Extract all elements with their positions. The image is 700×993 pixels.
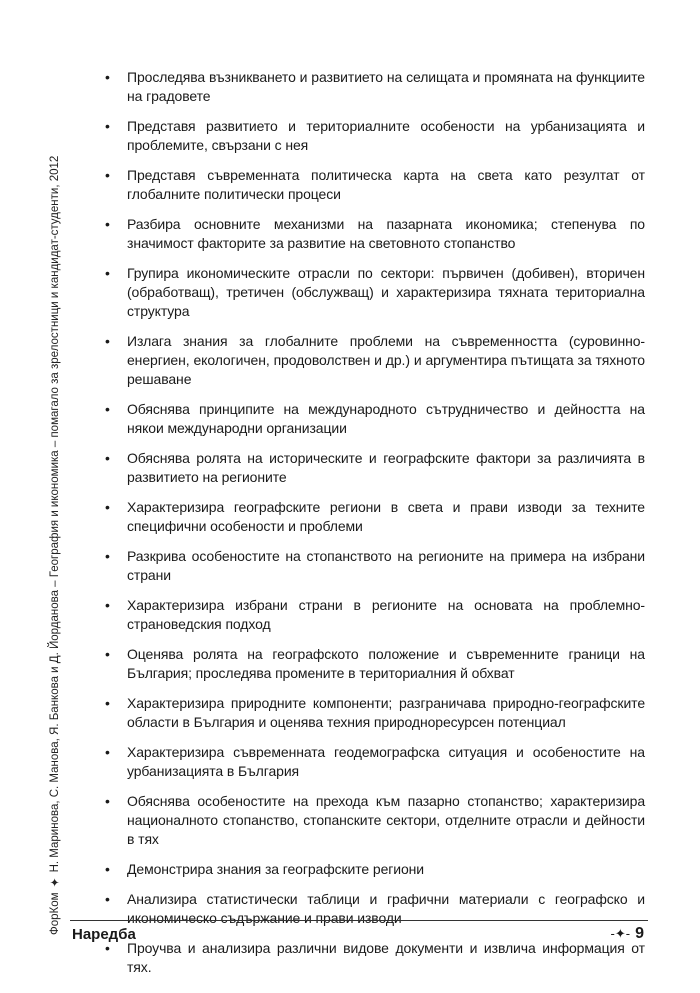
list-item [103, 792, 645, 849]
star-ornament-icon: ✦ [48, 877, 62, 888]
bullet-icon: • [105, 548, 110, 564]
footer-section-title: Наредба [72, 926, 136, 943]
list-item [103, 860, 645, 879]
bullet-icon: • [105, 333, 110, 349]
bullet-icon: • [105, 861, 110, 877]
list-item [103, 890, 645, 928]
list-item-text: Групира икономическите отрасли по сектори: първичен (добивен), вторичен (обработващ), третичен (обслужващ) и характеризира тяхната териториална структура [127, 265, 645, 319]
list-item-text: Обяснява особеностите на прехода към пазарно стопанство; характеризира националното стопанство, стопанските сектори, отделните отрасли и дейности в тях [127, 793, 645, 847]
bullet-icon: • [105, 401, 110, 417]
bullet-icon: • [105, 499, 110, 515]
list-item-text: Разкрива особеностите на стопанството на регионите на примера на избрани страни [127, 548, 645, 583]
bullet-icon: • [105, 265, 110, 281]
list-item-text: Демонстрира знания за географските региони [127, 861, 425, 877]
list-item [103, 166, 645, 204]
list-item-text: Обяснява ролята на историческите и географските фактори за различията в развитието на регионите [127, 450, 645, 485]
page-number: 9 [635, 925, 644, 942]
bullet-icon: • [105, 695, 110, 711]
list-item [103, 743, 645, 781]
list-item-text: Характеризира географските региони в света и прави изводи за техните специфични особености и проблеми [127, 499, 645, 534]
list-item-text: Обяснява принципите на международното сътрудничество и дейността на някои международни организации [127, 401, 645, 436]
bullet-icon: • [105, 597, 110, 613]
list-item [103, 596, 645, 634]
list-item-text: Оценява ролята на географското положение и съвременните граници на България; проследява промените в териториалния й обхват [127, 646, 645, 681]
list-item-text: Представя развитието и териториалните особености на урбанизацията и проблемите, свързани с нея [127, 118, 645, 153]
list-item-text: Анализира статистически таблици и графични материали с географско и икономическо съдържание и прави изводи [127, 891, 645, 926]
list-item [103, 264, 645, 321]
list-item [103, 400, 645, 438]
list-item [103, 117, 645, 155]
footer-divider [70, 920, 648, 921]
list-item [103, 939, 645, 977]
bullet-icon: • [105, 940, 110, 956]
objectives-list [103, 68, 645, 988]
list-item-text: Характеризира избрани страни в регионите на основата на проблемно-страноведския подход [127, 597, 645, 632]
list-item [103, 68, 645, 106]
list-item [103, 547, 645, 585]
list-item-text: Проучва и анализира различни видове документи и извлича информация от тях. [127, 940, 645, 975]
bullet-icon: • [105, 69, 110, 85]
list-item-text: Характеризира природните компоненти; разграничава природно-географските области в България и оценява техния природноресурсен потенциал [127, 695, 645, 730]
credit-text: Н. Маринова, С. Манова, Я. Банкова и Д. Йорданова – География и икономика – помагало за зрелостници и кандидат-студенти, 2012 [49, 155, 61, 873]
list-item-text: Разбира основните механизми на пазарната икономика; степенува по значимост факторите за развитие на световното стопанство [127, 216, 645, 251]
bullet-icon: • [105, 167, 110, 183]
bullet-icon: • [105, 216, 110, 232]
publisher-name: ФорКом [49, 892, 61, 935]
list-item [103, 215, 645, 253]
list-item [103, 449, 645, 487]
list-item-text: Представя съвременната политическа карта на света като резултат от глобалните политически процеси [127, 167, 645, 202]
side-credit [48, 156, 62, 935]
list-item [103, 694, 645, 732]
bullet-icon: • [105, 793, 110, 809]
list-item-text: Излага знания за глобалните проблеми на съвременността (суровинно-енергиен, екологичен, продоволствен и др.) и аргументира пътищата за тяхното решаване [127, 333, 645, 387]
list-item-text: Характеризира съвременната геодемографска ситуация и особеностите на урбанизацията в България [127, 744, 645, 779]
list-item [103, 332, 645, 389]
star-ornament-icon: -✦- [610, 926, 631, 941]
bullet-icon: • [105, 891, 110, 907]
footer-page [611, 925, 644, 943]
bullet-icon: • [105, 744, 110, 760]
bullet-icon: • [105, 450, 110, 466]
bullet-icon: • [105, 118, 110, 134]
list-item [103, 645, 645, 683]
list-item-text: Проследява възникването и развитието на селищата и промяната на функциите на градовете [127, 69, 645, 104]
list-item [103, 498, 645, 536]
bullet-icon: • [105, 646, 110, 662]
